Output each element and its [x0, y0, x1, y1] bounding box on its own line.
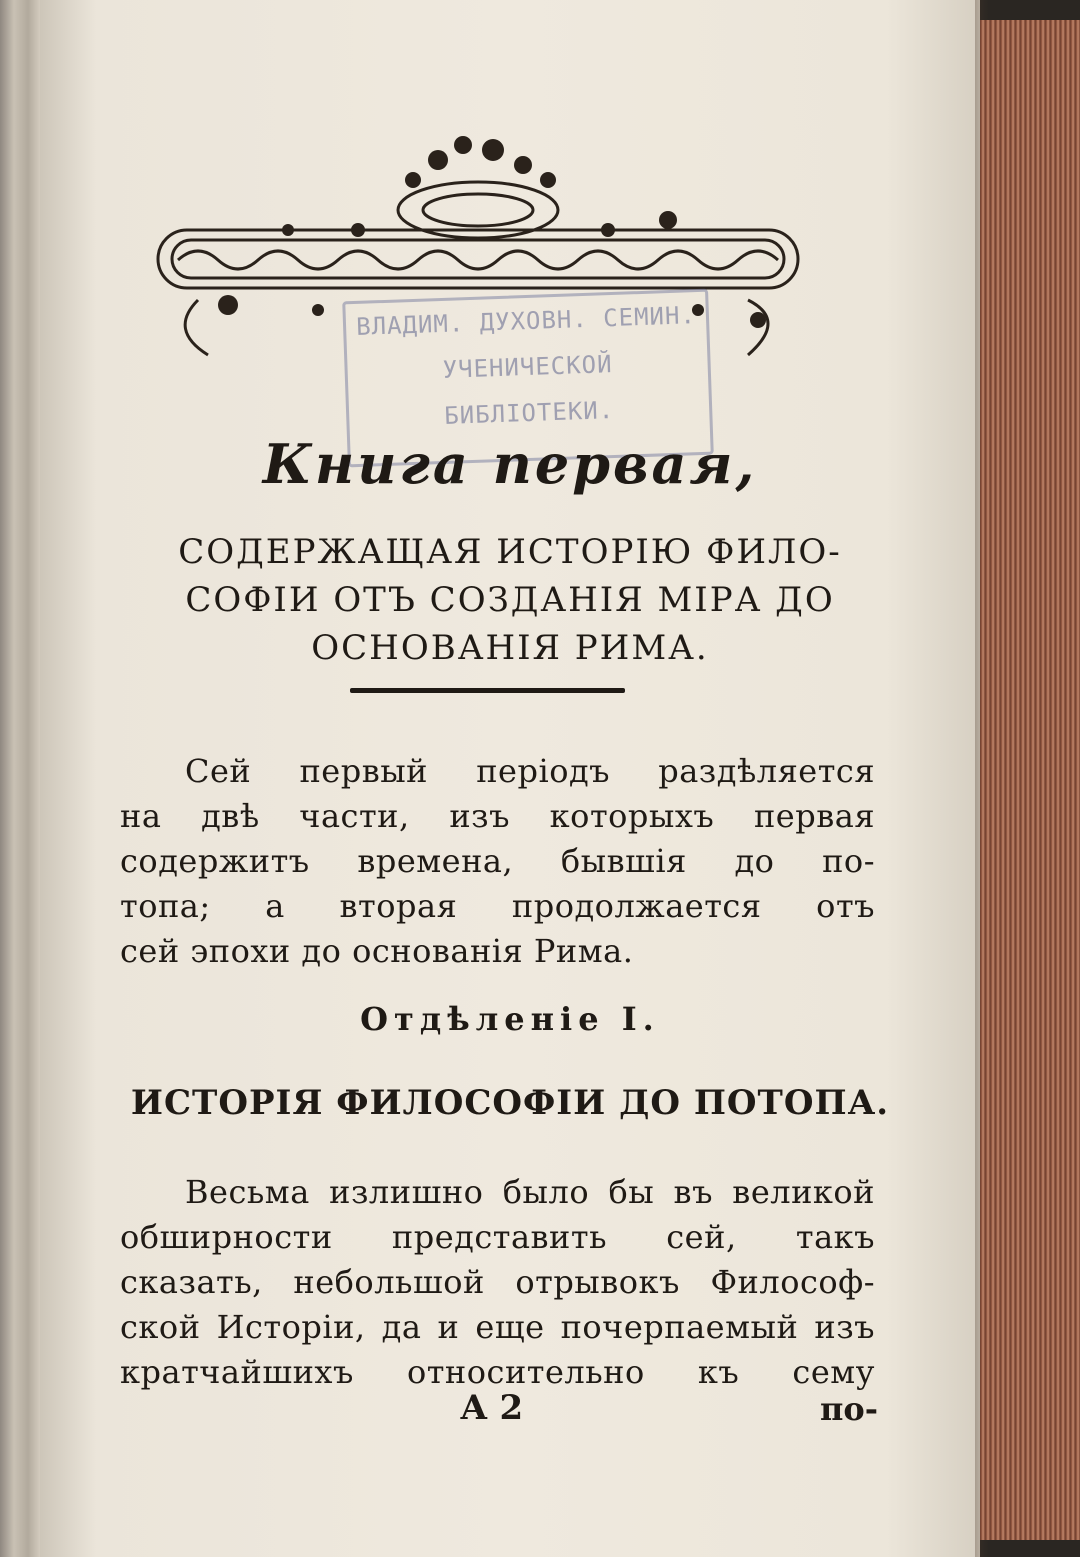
book-fore-edge: [980, 20, 1080, 1540]
paragraph-line: ской Исторіи, да и еще почерпаемый изъ: [120, 1308, 875, 1346]
stamp-line: ВЛАДИМ. ДУХОВН. СЕМИН.: [355, 301, 697, 341]
paragraph-line: Сей первый періодъ раздѣляется: [185, 752, 875, 790]
paragraph-line: содержитъ времена, бывшія до по-: [120, 842, 875, 880]
paragraph-line: Весьма излишно было бы въ великой: [185, 1173, 875, 1211]
signature-mark: А 2: [460, 1388, 524, 1428]
subtitle-line: СОДЕРЖАЩАЯ ИСТОРІЮ ФИЛО-: [178, 532, 842, 572]
left-page-edge: [0, 0, 40, 1557]
subtitle-line: СОФІИ ОТЪ СОЗДАНІЯ МІРА ДО: [185, 580, 835, 620]
divider-rule: [350, 688, 625, 693]
subtitle-line: ОСНОВАНІЯ РИМА.: [311, 628, 709, 668]
paragraph-line: сказать, небольшой отрывокъ Философ-: [120, 1263, 875, 1301]
section-title: ИСТОРІЯ ФИЛОСОФІИ ДО ПОТОПА.: [130, 1083, 890, 1123]
paragraph-line: обширности представить сей, такъ: [120, 1218, 875, 1256]
paragraph-line: на двѣ части, изъ которыхъ первая: [120, 797, 875, 835]
section-label: Отдѣленіе I.: [360, 1000, 660, 1038]
paragraph-line: кратчайшихъ относительно къ сему: [120, 1353, 875, 1391]
stamp-line: УЧЕНИЧЕСКОЙ: [442, 350, 614, 384]
paragraph-line: топа; а вторая продолжается отъ: [120, 887, 875, 925]
paragraph-line: сей эпохи до основанія Рима.: [120, 932, 634, 970]
book-page: [40, 0, 980, 1557]
catchword: по-: [820, 1390, 879, 1428]
book-heading: Книга первая,: [262, 432, 758, 496]
stamp-line: БИБЛІОТЕКИ.: [443, 396, 615, 430]
